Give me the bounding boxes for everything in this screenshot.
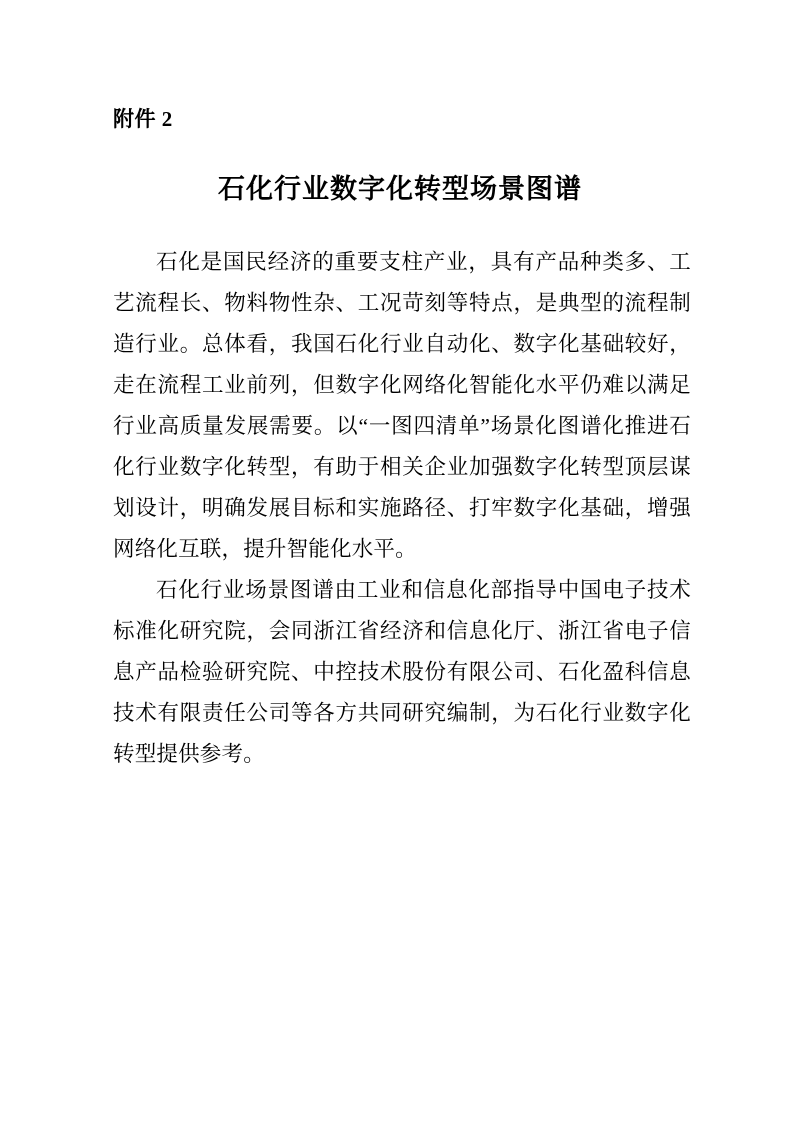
attachment-label: 附件 2	[113, 107, 173, 131]
body-paragraph: 石化是国民经济的重要支柱产业，具有产品种类多、工艺流程长、物料物性杂、工况苛刻等特点，是典型的流程制造行业。总体看，我国石化行业自动化、数字化基础较好，走在流程工业前列，但数字化网络化智能化水平仍难以满足行业高质量发展需要。以“一图四清单”场景化图谱化推进石化行业数字化转型，有助于相关企业加强数字化转型顶层谋划设计，明确发展目标和实施路径、打牢数字化基础，增强网络化互联，提升智能化水平。	[113, 250, 691, 561]
body-paragraph: 石化行业场景图谱由工业和信息化部指导中国电子技术标准化研究院，会同浙江省经济和信息化厅、浙江省电子信息产品检验研究院、中控技术股份有限公司、石化盈科信息技术有限责任公司等各方共同研究编制，为石化行业数字化转型提供参考。	[113, 578, 691, 766]
document-body	[113, 242, 691, 775]
page-title: 石化行业数字化转型场景图谱	[218, 174, 582, 204]
